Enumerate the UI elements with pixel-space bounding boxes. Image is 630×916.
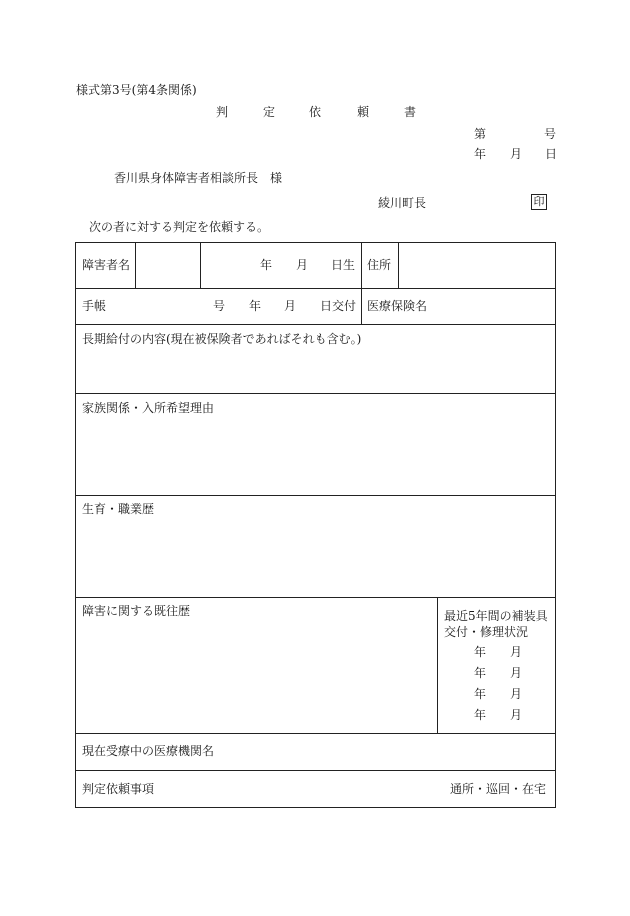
column-divider [437,597,438,733]
row-divider [75,597,556,598]
birth-month-label: 月 [296,258,309,272]
addressee: 香川県身体障害者相談所長 様 [114,171,283,185]
equipment-year: 年 [474,666,487,680]
equipment-month: 月 [510,645,523,659]
issued-year-label: 年 [249,299,262,313]
medical-insurance-label: 医療保険名 [367,299,428,313]
equipment-month: 月 [510,666,523,680]
medical-history-label: 障害に関する既往歴 [82,604,191,618]
title-char: 判 [216,105,229,119]
form-number: 様式第3号(第4条関係) [76,83,197,97]
row-divider [75,770,556,771]
title-char: 頼 [357,105,370,119]
sender: 綾川町長 [378,196,427,210]
row-divider [75,288,556,289]
birth-year-label: 年 [260,258,273,272]
equipment-title-line2: 交付・修理状況 [444,625,529,639]
equipment-title-line1: 最近5年間の補装具 [444,609,548,623]
column-divider [361,242,362,324]
row-divider [75,495,556,496]
long-term-benefit-label: 長期給付の内容(現在被保険者であればそれも含む。) [82,332,362,346]
column-divider [200,242,201,288]
column-divider [398,242,399,288]
notebook-number-suffix: 号 [213,299,226,313]
equipment-month: 月 [510,708,523,722]
title-char: 書 [404,105,417,119]
doc-number-prefix: 第 [474,127,487,141]
equipment-year: 年 [474,645,487,659]
request-form-table [75,242,556,808]
date-month: 月 [510,147,523,161]
row-divider [75,393,556,394]
address-label: 住所 [367,258,392,272]
issued-day-label: 日交付 [320,299,357,313]
document-title [0,103,630,117]
date-year: 年 [474,147,487,161]
disabled-person-name-label: 障害者名 [82,258,131,272]
intro-text: 次の者に対する判定を依頼する。 [89,220,270,234]
date-day: 日 [545,147,558,161]
current-institution-label: 現在受療中の医療機関名 [82,744,215,758]
seal-mark: 印 [531,194,547,210]
title-char: 定 [263,105,276,119]
row-divider [75,733,556,734]
equipment-month: 月 [510,687,523,701]
row-divider [75,324,556,325]
birth-day-label: 日生 [331,258,356,272]
request-options: 通所・巡回・在宅 [450,782,547,796]
family-relation-label: 家族関係・入所希望理由 [82,401,215,415]
request-items-label: 判定依頼事項 [82,782,155,796]
equipment-year: 年 [474,687,487,701]
growth-career-label: 生育・職業歴 [82,502,155,516]
equipment-year: 年 [474,708,487,722]
title-char: 依 [309,105,322,119]
doc-number-suffix: 号 [544,127,557,141]
column-divider [135,242,136,288]
notebook-label: 手帳 [82,299,107,313]
issued-month-label: 月 [284,299,297,313]
